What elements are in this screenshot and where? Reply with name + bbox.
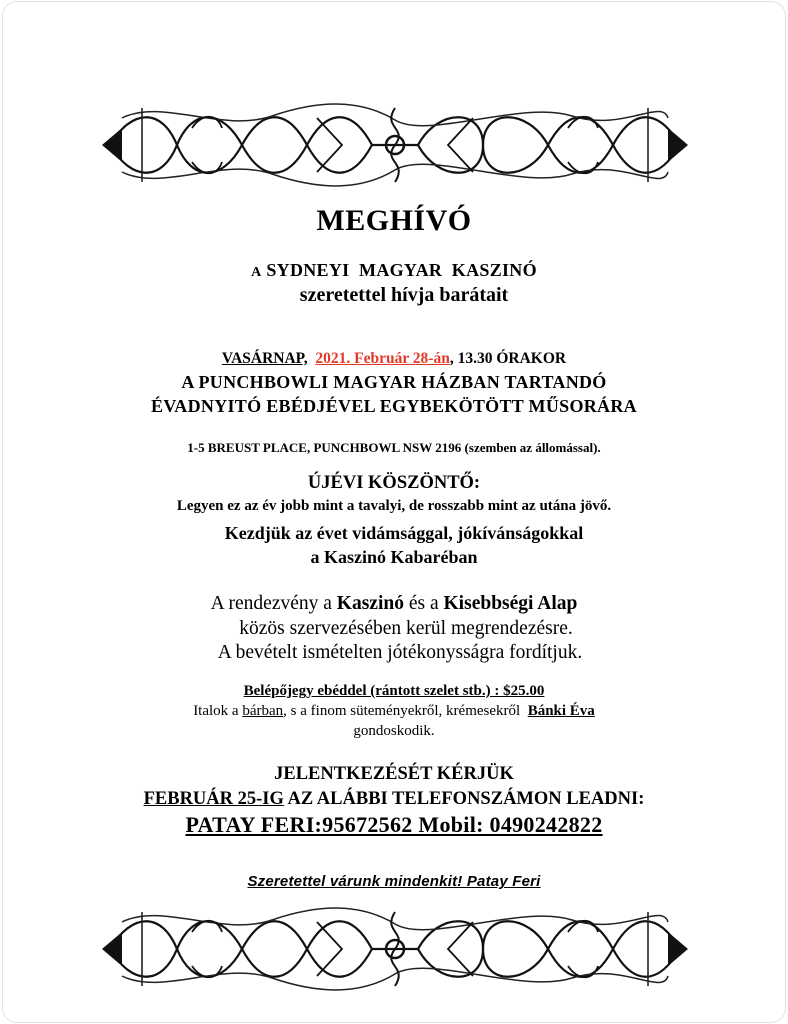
greeting-line-1: Legyen ez az év jobb mint a tavalyi, de rosszabb mint az utána jövő. [176,498,612,514]
organizers-alap: Kisebbségi Alap [443,593,578,614]
organizer-name: SYDNEYI MAGYAR KASZINÓ [266,260,537,280]
bottom-ornament-icon [102,902,688,996]
event-program-line: ÉVADNYITÓ EBÉDJÉVEL EGYBEKÖTÖTT MŰSORÁRA [151,396,637,416]
page-title: MEGHÍVÓ [316,204,472,237]
event-date: 2021. Február 28-án [315,350,450,367]
deadline-date: FEBRUÁR 25-IG [143,789,284,809]
event-day: VASÁRNAP, [221,350,308,367]
deadline-text: AZ ALÁBBI TELEFONSZÁMON LEADNI: [283,789,645,809]
event-time: , 13.30 ÓRAKOR [449,350,567,367]
ticket-price: Belépőjegy ebéddel (rántott szelet stb.) : $25.00 [243,683,545,699]
drinks-line-2: gondoskodik. [353,723,435,739]
drinks-text-a: Italok a [193,703,243,719]
organizer-line [0,260,788,281]
organizers-line-2: közös szervezésében kerül megrendezésre. [239,618,573,639]
organizer-prefix: A [251,265,262,280]
organizers-kaszino: Kaszinó [336,593,404,614]
top-ornament-icon [102,98,688,192]
drinks-bar: bárban [242,703,284,719]
registration-deadline [0,789,788,810]
greeting-heading: ÚJÉVI KÖSZÖNTŐ: [307,473,481,493]
invite-line: szeretettel hívja barátait [299,284,509,306]
organizers-text-a: A rendezvény a [210,593,337,614]
signature: Szeretettel várunk mindenkit! Patay Feri [247,873,541,890]
organizers-line-3: A bevételt ismételten jótékonysságra fordítjuk. [217,642,583,663]
contact-phone: PATAY FERI:95672562 Mobil: 0490242822 [185,812,603,837]
event-datetime-line [0,350,788,368]
drinks-text-c: , s a finom süteményekről, krémesekről [283,703,528,719]
registration-heading: JELENTKEZÉSÉT KÉRJÜK [274,764,514,784]
organizers-line [0,593,788,615]
drinks-line [0,703,788,720]
drinks-host-name: Bánki Éva [527,703,595,719]
event-address: 1-5 BREUST PLACE, PUNCHBOWL NSW 2196 (szemben az állomással). [187,440,601,455]
organizers-text-c: és a [403,593,444,614]
event-venue-line: A PUNCHBOWLI MAGYAR HÁZBAN TARTANDÓ [181,372,607,392]
greeting-line-2: Kezdjük az évet vidámsággal, jókívánságokkal [224,523,584,543]
greeting-line-3: a Kaszinó Kabaréban [310,547,478,567]
